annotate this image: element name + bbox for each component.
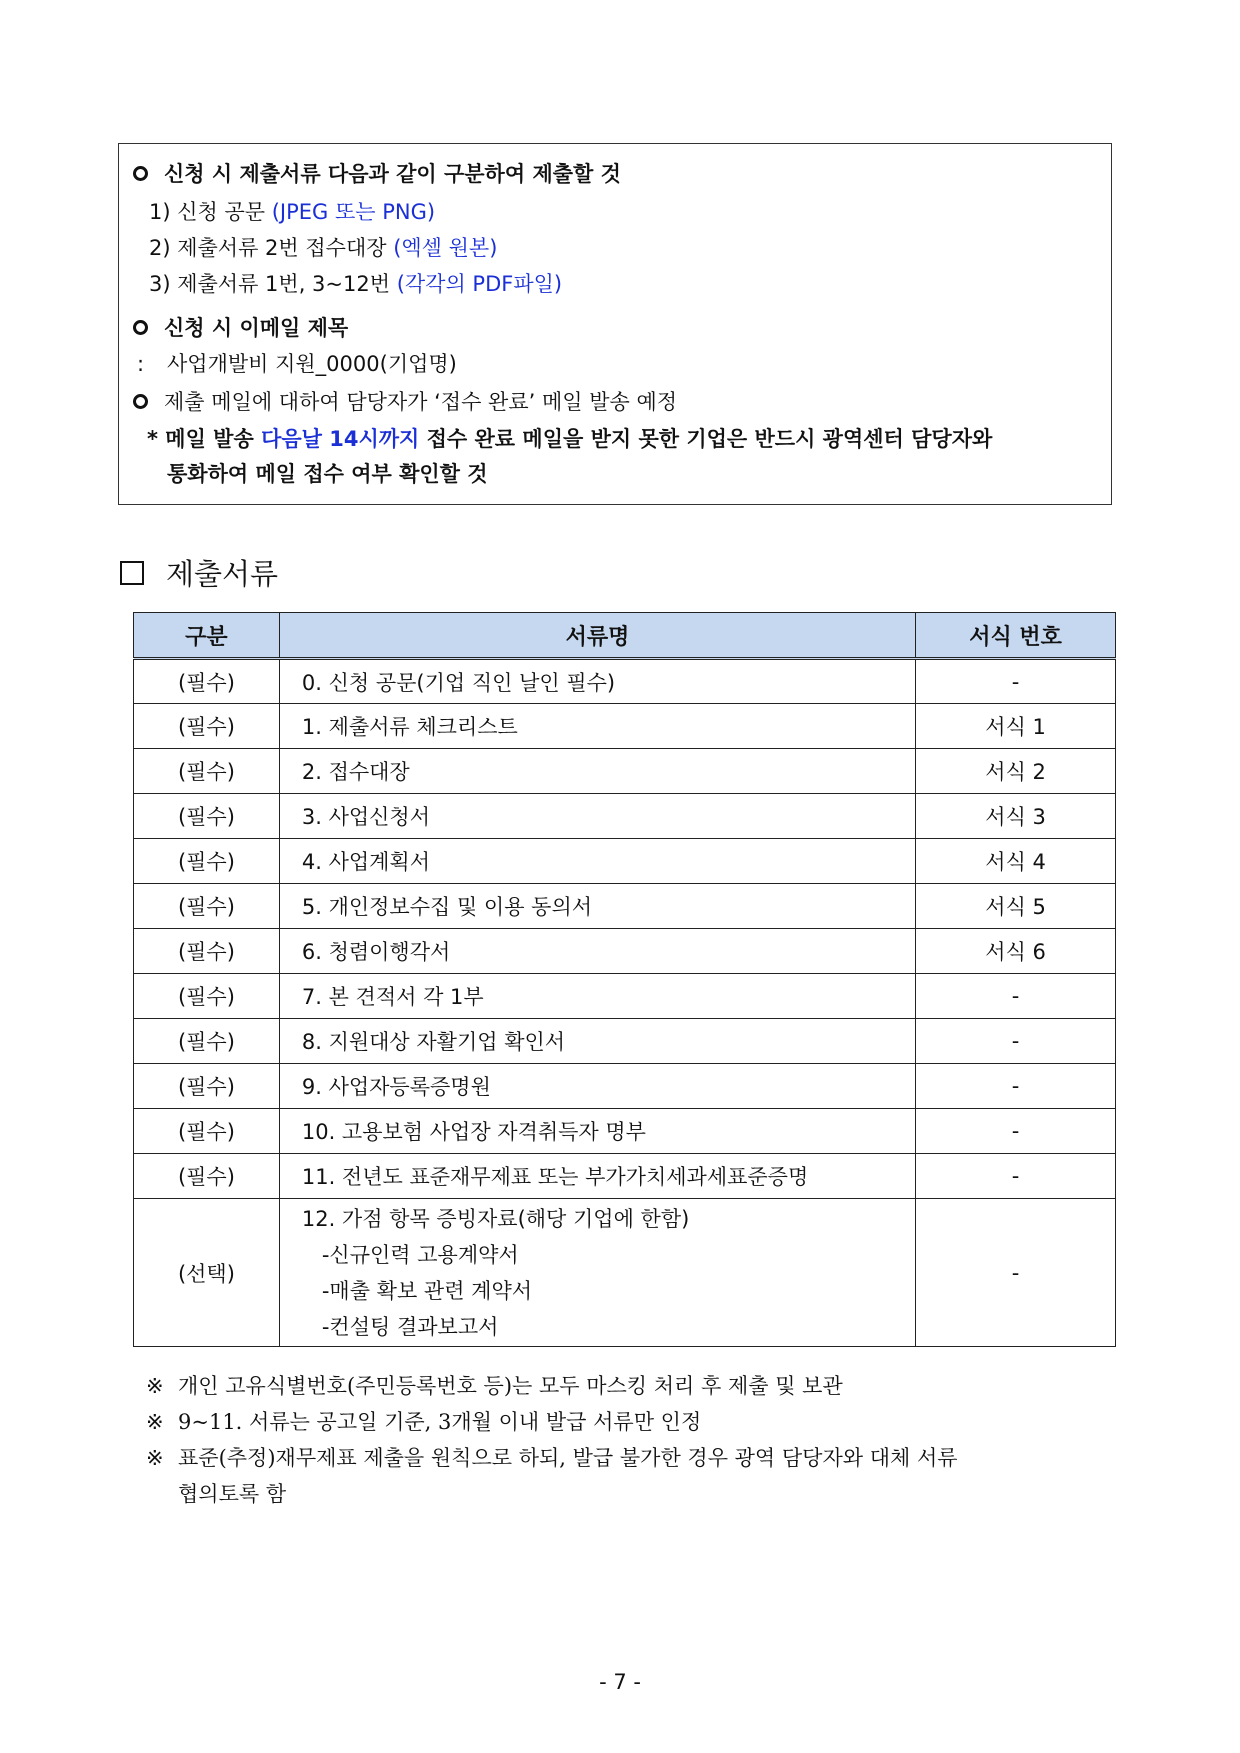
- table-row: [134, 1154, 1116, 1199]
- cell-category: (선택): [134, 1199, 280, 1347]
- optional-sub-item: -신규인력 고용계약서: [321, 1242, 519, 1267]
- cell-document-name: 3. 사업신청서: [279, 794, 915, 839]
- cell-document-name: 4. 사업계획서: [279, 839, 915, 884]
- notice-item-email-subject: 신청 시 이메일 제목: [133, 315, 348, 342]
- cell-category: (필수): [134, 749, 280, 794]
- notice-sub-item-1: 1) 신청 공문 (JPEG 또는 PNG): [149, 200, 436, 224]
- cell-form-number: -: [916, 659, 1116, 704]
- cell-category: (필수): [134, 1154, 280, 1199]
- ring-bullet-icon: [133, 320, 148, 335]
- cell-document-name: 7. 본 견적서 각 1부: [279, 974, 915, 1019]
- table-row: [134, 1064, 1116, 1109]
- table-header-row: [134, 613, 1116, 659]
- table-row: [134, 929, 1116, 974]
- ring-bullet-icon: [133, 394, 148, 409]
- submission-notice-box: [118, 143, 1112, 505]
- table-row-optional: [134, 1199, 1116, 1347]
- cell-document-name: 10. 고용보험 사업장 자격취득자 명부: [279, 1109, 915, 1154]
- cell-document-name-multi: [279, 1199, 915, 1347]
- cell-document-name: 8. 지원대상 자활기업 확인서: [279, 1019, 915, 1064]
- table-row: [134, 839, 1116, 884]
- footnotes: [146, 1368, 958, 1512]
- footnote-issue-period: ※ 9~11. 서류는 공고일 기준, 3개월 이내 발급 서류만 인정: [146, 1404, 958, 1440]
- cell-form-number: 서식 6: [916, 929, 1116, 974]
- cell-form-number: 서식 4: [916, 839, 1116, 884]
- notice-warning-line-2: 통화하여 메일 접수 여부 확인할 것: [167, 462, 488, 486]
- footnote-masking: ※ 개인 고유식별번호(주민등록번호 등)는 모두 마스킹 처리 후 제출 및 보관: [146, 1368, 958, 1404]
- cell-category: (필수): [134, 1019, 280, 1064]
- header-document-name: 서류명: [279, 613, 915, 659]
- reference-mark: ※: [146, 1374, 164, 1398]
- header-category: 구분: [134, 613, 280, 659]
- cell-category: (필수): [134, 884, 280, 929]
- table-row: [134, 659, 1116, 704]
- cell-document-name: 2. 접수대장: [279, 749, 915, 794]
- table-row: [134, 794, 1116, 839]
- footnote-financial-statement: ※ 표준(추정)재무제표 제출을 원칙으로 하되, 발급 불가한 경우 광역 담당자와 대체 서류: [146, 1440, 958, 1476]
- page-number: - 7 -: [599, 1670, 641, 1694]
- cell-document-name: 1. 제출서류 체크리스트: [279, 704, 915, 749]
- optional-sub-item: -컨설팅 결과보고서: [321, 1314, 499, 1339]
- header-form-number: 서식 번호: [916, 613, 1116, 659]
- optional-doc-title: 12. 가점 항목 증빙자료(해당 기업에 한함): [301, 1206, 690, 1231]
- notice-item-confirmation-mail: 제출 메일에 대하여 담당자가 ‘접수 완료’ 메일 발송 예정: [133, 389, 677, 416]
- cell-category: (필수): [134, 794, 280, 839]
- notice-email-subject-value: : 사업개발비 지원_0000(기업명): [137, 352, 457, 376]
- cell-category: (필수): [134, 1064, 280, 1109]
- footnote-financial-statement-cont: 협의토록 함: [178, 1482, 287, 1506]
- ring-bullet-icon: [133, 166, 148, 181]
- cell-form-number: -: [916, 1019, 1116, 1064]
- reference-mark: ※: [146, 1410, 164, 1434]
- cell-form-number: 서식 5: [916, 884, 1116, 929]
- cell-category: (필수): [134, 929, 280, 974]
- optional-sub-item: -매출 확보 관련 계약서: [321, 1278, 533, 1303]
- notice-sub-item-3: 3) 제출서류 1번, 3~12번 (각각의 PDF파일): [149, 272, 563, 296]
- cell-form-number: -: [916, 1109, 1116, 1154]
- table-row: [134, 1109, 1116, 1154]
- cell-category: (필수): [134, 1109, 280, 1154]
- notice-warning-line-1: * 메일 발송 다음날 14시까지 접수 완료 메일을 받지 못한 기업은 반드시 광역센터 담당자와: [147, 427, 993, 451]
- cell-category: (필수): [134, 839, 280, 884]
- submission-docs-table: [133, 612, 1116, 1347]
- cell-form-number: -: [916, 974, 1116, 1019]
- cell-category: (필수): [134, 659, 280, 704]
- cell-form-number: -: [916, 1064, 1116, 1109]
- cell-document-name: 5. 개인정보수집 및 이용 동의서: [279, 884, 915, 929]
- cell-category: (필수): [134, 704, 280, 749]
- cell-form-number: 서식 1: [916, 704, 1116, 749]
- cell-form-number: -: [916, 1154, 1116, 1199]
- table-row: [134, 1019, 1116, 1064]
- cell-document-name: 6. 청렴이행각서: [279, 929, 915, 974]
- section-title-submission-docs: 제출서류: [120, 552, 278, 593]
- cell-document-name: 11. 전년도 표준재무제표 또는 부가가치세과세표준증명: [279, 1154, 915, 1199]
- table-row: [134, 704, 1116, 749]
- notice-item-submit-docs: 신청 시 제출서류 다음과 같이 구분하여 제출할 것: [133, 161, 621, 188]
- reference-mark: ※: [146, 1446, 164, 1470]
- empty-square-icon: [120, 561, 144, 585]
- cell-document-name: 9. 사업자등록증명원: [279, 1064, 915, 1109]
- table-row: [134, 749, 1116, 794]
- table-row: [134, 974, 1116, 1019]
- cell-category: (필수): [134, 974, 280, 1019]
- cell-form-number: -: [916, 1199, 1116, 1347]
- table-row: [134, 884, 1116, 929]
- cell-document-name: 0. 신청 공문(기업 직인 날인 필수): [279, 659, 915, 704]
- notice-sub-item-2: 2) 제출서류 2번 접수대장 (엑셀 원본): [149, 236, 498, 260]
- cell-form-number: 서식 2: [916, 749, 1116, 794]
- cell-form-number: 서식 3: [916, 794, 1116, 839]
